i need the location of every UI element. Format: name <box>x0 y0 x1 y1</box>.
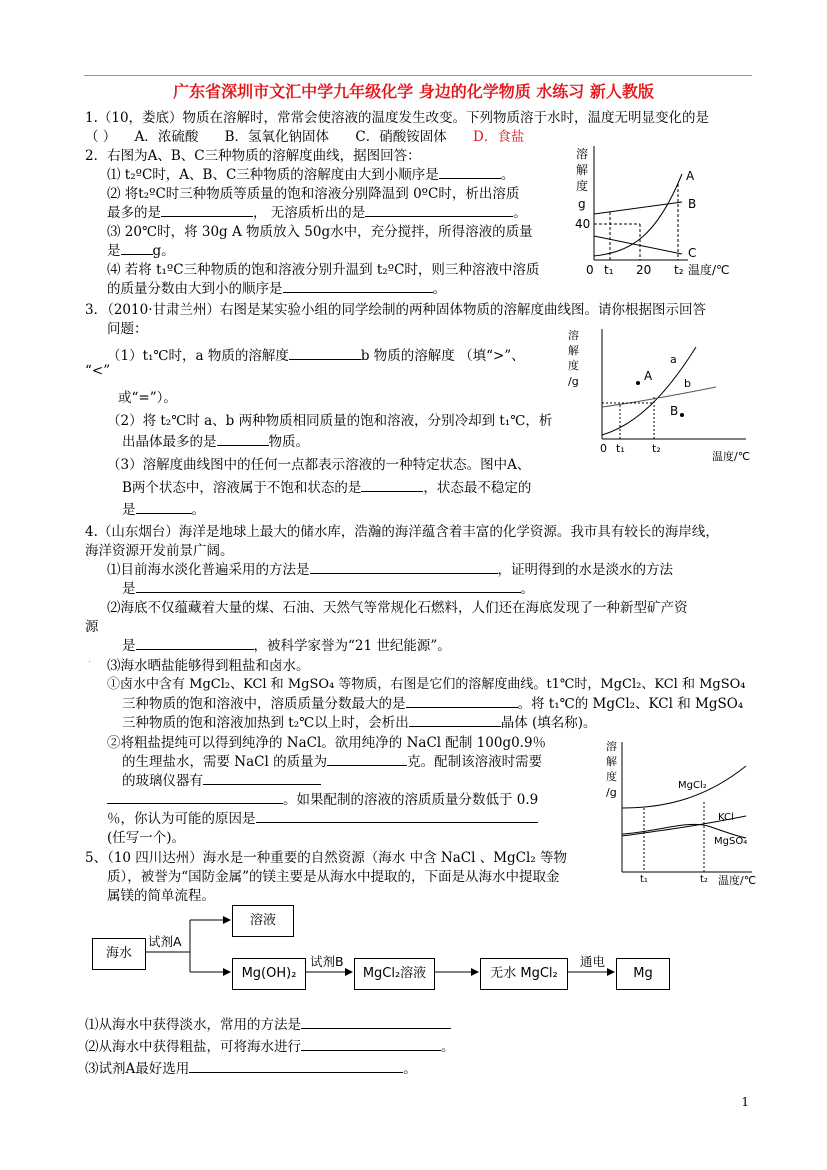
q1-options <box>85 125 524 145</box>
chart3-ylabel-3: 度 <box>606 770 617 783</box>
q5-stem-1: 5、（10 四川达州）海水是一种重要的自然资源（海水 中含 NaCl 、MgCl₂ 等物 <box>85 850 568 866</box>
q2-blank-5[interactable] <box>283 278 433 293</box>
q3-sub3c <box>122 498 205 518</box>
chart1-xlabel: 温度/℃ <box>688 263 730 277</box>
q4-sub3b-5 <box>107 807 538 827</box>
chart1-label-b: B <box>688 197 697 211</box>
q4-sub3b-4 <box>107 788 538 808</box>
q4-bullet-mark: . <box>88 654 92 665</box>
q2-sub3b-end: g。 <box>152 243 175 259</box>
chart1-ylabel-4: g <box>578 197 586 211</box>
q4-sub3a-3-text: 三种物质的饱和溶液加热到 t₂℃以上时，会析出 <box>122 715 409 731</box>
chart1-y40-label: 40 <box>575 217 591 231</box>
q3-sub2b-end: 物质。 <box>268 434 309 450</box>
flow-box-solution: 溶液 <box>232 905 294 937</box>
chart1-ylabel-2: 解 <box>576 163 589 177</box>
q4-sub3b-5-text: ％，你认为可能的原因是 <box>107 811 256 827</box>
q3-sub3b-text2: ，状态最不稳定的 <box>423 480 532 496</box>
chart2-point-a-label: A <box>644 369 653 383</box>
q4-sub1a <box>107 558 673 578</box>
q2-sub2b-text: 最多的是 <box>107 205 161 221</box>
flow-label-electric: 通电 <box>580 954 606 969</box>
flow-label-reagent-a: 试剂A <box>148 934 182 949</box>
q4-sub3b-3 <box>122 769 321 789</box>
q3-sub1-c: “<” <box>85 363 111 379</box>
chart1-x20-label: 20 <box>636 263 652 277</box>
q5-sub2-end: 。 <box>441 1039 455 1055</box>
chart3-t2-label: t₂ <box>700 874 708 885</box>
q3-sub3c-text: 是 <box>122 502 136 518</box>
q4-sub3b-6: (任写一个)。 <box>107 830 186 846</box>
chart2-t2-label: t₂ <box>652 442 661 455</box>
q1-option-c: C．硝酸铵固体 <box>355 129 447 145</box>
q4-sub3a-2-text2: 。将 t₁℃的 MgCl₂、KCl 和 MgSO₄ <box>517 696 744 712</box>
q3-sub1-text: （1）t₁℃时，a 物质的溶解度 <box>107 348 289 364</box>
q4-sub3b-2-text: 的生理盐水，需要 NaCl 的质量为 <box>122 754 328 770</box>
header-rule <box>84 75 752 76</box>
chart2-point-b-label: B <box>670 404 679 418</box>
chart1-curve-c <box>594 236 682 254</box>
q4-blank-3[interactable] <box>136 635 254 650</box>
chart1-label-c: C <box>688 246 697 260</box>
q4-sub3a-3 <box>122 711 597 731</box>
q4-sub3b-2-text2: 克。配制该溶液时需要 <box>407 754 543 770</box>
q3-sub3b-text: B两个状态中，溶液属于不饱和状态的是 <box>122 480 362 496</box>
q4-blank-9[interactable] <box>256 808 538 823</box>
q4-sub3b-4-text: 。如果配制的溶液的溶质质量分数低于 0.9 <box>283 792 539 808</box>
q1-option-d: D．食盐 <box>473 129 525 145</box>
q2-sub2b <box>107 201 527 221</box>
flow-box-mgoh2: Mg(OH)₂ <box>232 958 306 990</box>
q2-sub1-end: 。 <box>500 167 515 183</box>
solubility-chart-salts <box>596 736 766 890</box>
chart2-xlabel: 温度/℃ <box>712 450 751 463</box>
q2-sub2a: ⑵ 将t₂ºC时三种物质等质量的饱和溶液分别降温到 0ºC时，析出溶质 <box>107 186 520 202</box>
chart1-t1-label: t₁ <box>604 263 614 277</box>
solubility-chart-abc <box>570 142 740 282</box>
q5-sub3 <box>85 1057 417 1077</box>
flow-label-reagent-b: 试剂B <box>310 954 344 969</box>
q2-sub4b <box>107 277 446 297</box>
q4-sub2c-text: 是 <box>122 638 136 654</box>
q2-sub4a: ⑷ 若将 t₁ºC三种物质的饱和溶液分别升温到 t₂ºC时，则三种溶液中溶质 <box>107 262 540 278</box>
q5-blank-1[interactable] <box>301 1014 451 1029</box>
chart1-curve-b <box>594 202 682 214</box>
q3-blank-2[interactable] <box>217 431 269 446</box>
q3-stem-b: 问题： <box>107 321 148 337</box>
q4-sub3b-2 <box>122 750 542 770</box>
q4-stem-2: 海洋资源开发前景广阔。 <box>85 543 234 559</box>
q2-sub3a: ⑶ 20℃时，将 30g A 物质放入 50g水中，充分搅拌，所得溶液的质量 <box>107 224 533 240</box>
q4-sub3a-2 <box>122 692 743 712</box>
chart3-label-mgso4: MgSO₄ <box>714 836 748 847</box>
chart2-point-a <box>636 381 640 385</box>
chart3-ylabel-1: 溶 <box>606 740 617 753</box>
q5-sub1-text: ⑴从海水中获得淡水，常用的方法是 <box>85 1017 301 1033</box>
q3-sub2b-text: 出晶体最多的是 <box>122 434 217 450</box>
q4-blank-2[interactable] <box>136 578 521 593</box>
q3-sub3a: （3）溶解度曲线图中的任何一点都表示溶液的一种特定状态。图中A、 <box>107 457 531 473</box>
q4-sub3: ⑶海水晒盐能够得到粗盐和卤水。 <box>107 658 310 674</box>
chart1-x0-label: 0 <box>586 263 594 277</box>
q1-option-a: A．浓硫酸 <box>134 129 199 145</box>
flow-box-mgcl2-solution: MgCl₂溶液 <box>354 958 435 990</box>
chart1-ylabel-3: 度 <box>576 179 589 193</box>
chart1-t2-label: t₂ <box>674 263 684 277</box>
q4-blank-1[interactable] <box>310 559 498 574</box>
q3-blank-3[interactable] <box>361 477 423 492</box>
chart3-t1-label: t₁ <box>640 874 648 885</box>
chart3-ylabel-4: /g <box>606 786 617 799</box>
q3-blank-1[interactable] <box>289 345 361 360</box>
q4-sub3b-1: ②将粗盐提纯可以得到纯净的 NaCl。欲用纯净的 NaCl 配制 100g0.9％ <box>107 735 547 751</box>
q2-blank-3[interactable] <box>365 202 513 217</box>
q2-sub1 <box>107 163 514 183</box>
q4-sub2c-text2: ，被科学家誉为“21 世纪能源”。 <box>253 638 451 654</box>
q4-blank-7[interactable] <box>203 770 321 785</box>
solubility-chart-ab <box>566 325 762 465</box>
q2-sub4b-end: 。 <box>432 281 446 297</box>
q5-stem-3: 属镁的简单流程。 <box>107 888 215 904</box>
q4-blank-4[interactable] <box>406 693 518 708</box>
q4-stem-1: 4.（山东烟台）海洋是地球上最大的储水库，浩瀚的海洋蕴含着丰富的化学资源。我市具有较长的海岸线， <box>85 524 719 540</box>
q4-sub1c-text: 是 <box>122 581 136 597</box>
chart1-ylabel-1: 溶 <box>576 147 589 161</box>
q1-stem: 1.（10，娄底）物质在溶解时，常常会使溶液的温度发生改变。下列物质溶于水时，温度无明显变化的是 <box>85 110 710 126</box>
q1-option-b: B．氢氧化钠固体 <box>224 129 330 145</box>
chart2-ylabel-3: 度 <box>568 359 579 372</box>
q5-blank-3[interactable] <box>189 1058 403 1073</box>
q4-sub2c <box>122 634 451 654</box>
flow-box-seawater: 海水 <box>92 938 146 970</box>
q3-sub3b <box>122 476 531 496</box>
chart1-curve-a <box>594 174 682 256</box>
q5-blank-2[interactable] <box>301 1036 441 1051</box>
chart3-xlabel: 温度/℃ <box>718 874 757 887</box>
q4-sub1c-end: 。 <box>520 581 534 597</box>
q4-sub3b-3-text: 的玻璃仪器有 <box>122 773 203 789</box>
chart2-x0-label: 0 <box>600 442 607 455</box>
q3-sub3c-end: 。 <box>191 502 205 518</box>
q3-stem: 3．（2010·甘肃兰州）右图是某实验小组的同学绘制的两种固体物质的溶解度曲线图。请你根据图示回答 <box>85 302 706 318</box>
q4-sub3a-2-text: 三种物质的饱和溶液中，溶质质量分数最大的是 <box>122 696 406 712</box>
q5-stem-2: 质），被誉为“国防金属”的镁主要是从海水中提取的，下面是从海水中提取金 <box>107 869 560 885</box>
chart3-label-kcl: KCl <box>718 812 734 823</box>
q5-sub3-text: ⑶试剂A最好选用 <box>85 1061 190 1077</box>
page-number: 1 <box>741 1095 749 1109</box>
page-title: 广东省深圳市文汇中学九年级化学 身边的化学物质 水练习 新人教版 <box>173 82 654 101</box>
q1-answer-paren: （ ） <box>85 129 117 145</box>
chart3-label-mgcl2: MgCl₂ <box>678 780 707 791</box>
q2-sub3b-text: 是 <box>107 243 121 259</box>
q3-sub1 <box>107 344 525 364</box>
chart2-curve-a <box>602 347 696 435</box>
q4-blank-8[interactable] <box>107 789 283 804</box>
q4-sub3a-3-text2: 晶体 (填名称)。 <box>500 715 597 731</box>
q4-sub3a-1: ①卤水中含有 MgCl₂、KCl 和 MgSO₄ 等物质，右图是它们的溶解度曲线。t1℃时，MgCl₂、KCl 和 MgSO₄ <box>107 677 746 692</box>
flow-box-anhydrous-mgcl2: 无水 MgCl₂ <box>480 958 568 990</box>
q5-sub1 <box>85 1013 451 1033</box>
chart2-ylabel-1: 溶 <box>568 329 579 342</box>
chart2-t1-label: t₁ <box>616 442 625 455</box>
q4-sub1c <box>122 577 534 597</box>
flow-box-mg: Mg <box>616 958 670 990</box>
q2-stem: 2．右图为A、B、C三种物质的溶解度曲线，据图回答： <box>85 148 421 164</box>
q4-sub1a-text2: ，证明得到的水是淡水的方法 <box>497 562 673 578</box>
q3-sub1-text2: b 物质的溶解度 （填“>”、 <box>360 348 525 364</box>
chart2-point-b <box>680 413 684 417</box>
q3-sub2b <box>122 430 309 450</box>
q5-sub3-end: 。 <box>403 1061 417 1077</box>
q2-sub3b <box>107 239 175 259</box>
chart2-ylabel-2: 解 <box>568 344 579 357</box>
q4-sub2b: 源 <box>85 619 99 635</box>
q2-blank-2[interactable] <box>161 202 253 217</box>
chart2-label-a: a <box>670 353 677 366</box>
q4-blank-5[interactable] <box>409 712 501 727</box>
q2-sub4b-text: 的质量分数由大到小的顺序是 <box>107 281 283 297</box>
chart2-label-b: b <box>684 377 691 390</box>
q3-sub2a: （2）将 t₂℃时 a、b 两种物质相同质量的饱和溶液，分别冷却到 t₁℃，析 <box>107 413 553 429</box>
q4-blank-6[interactable] <box>327 751 407 766</box>
chart3-ylabel-2: 解 <box>606 755 617 768</box>
q2-sub2b-end: 。 <box>513 205 527 221</box>
q3-sub1-d: 或“=”）。 <box>118 390 177 406</box>
q5-sub2-text: ⑵从海水中获得粗盐，可将海水进行 <box>85 1039 301 1055</box>
chart1-label-a: A <box>686 169 695 183</box>
chart2-ylabel-4: /g <box>568 375 579 388</box>
q2-blank-1[interactable] <box>439 164 501 179</box>
q2-sub1-text: ⑴ t₂ºC时，A、B、C三种物质的溶解度由大到小顺序是 <box>107 167 439 183</box>
q2-blank-4[interactable] <box>121 240 153 255</box>
q4-sub2a: ⑵海底不仅蕴藏着大量的煤、石油、天然气等常规化石燃料，人们还在海底发现了一种新型矿产资 <box>107 600 688 616</box>
q3-blank-4[interactable] <box>136 499 192 514</box>
q2-sub2b-text2: ， 无溶质析出的是 <box>253 205 366 221</box>
q4-sub1a-text: ⑴目前海水淡化普遍采用的方法是 <box>107 562 310 578</box>
q5-sub2 <box>85 1035 455 1055</box>
